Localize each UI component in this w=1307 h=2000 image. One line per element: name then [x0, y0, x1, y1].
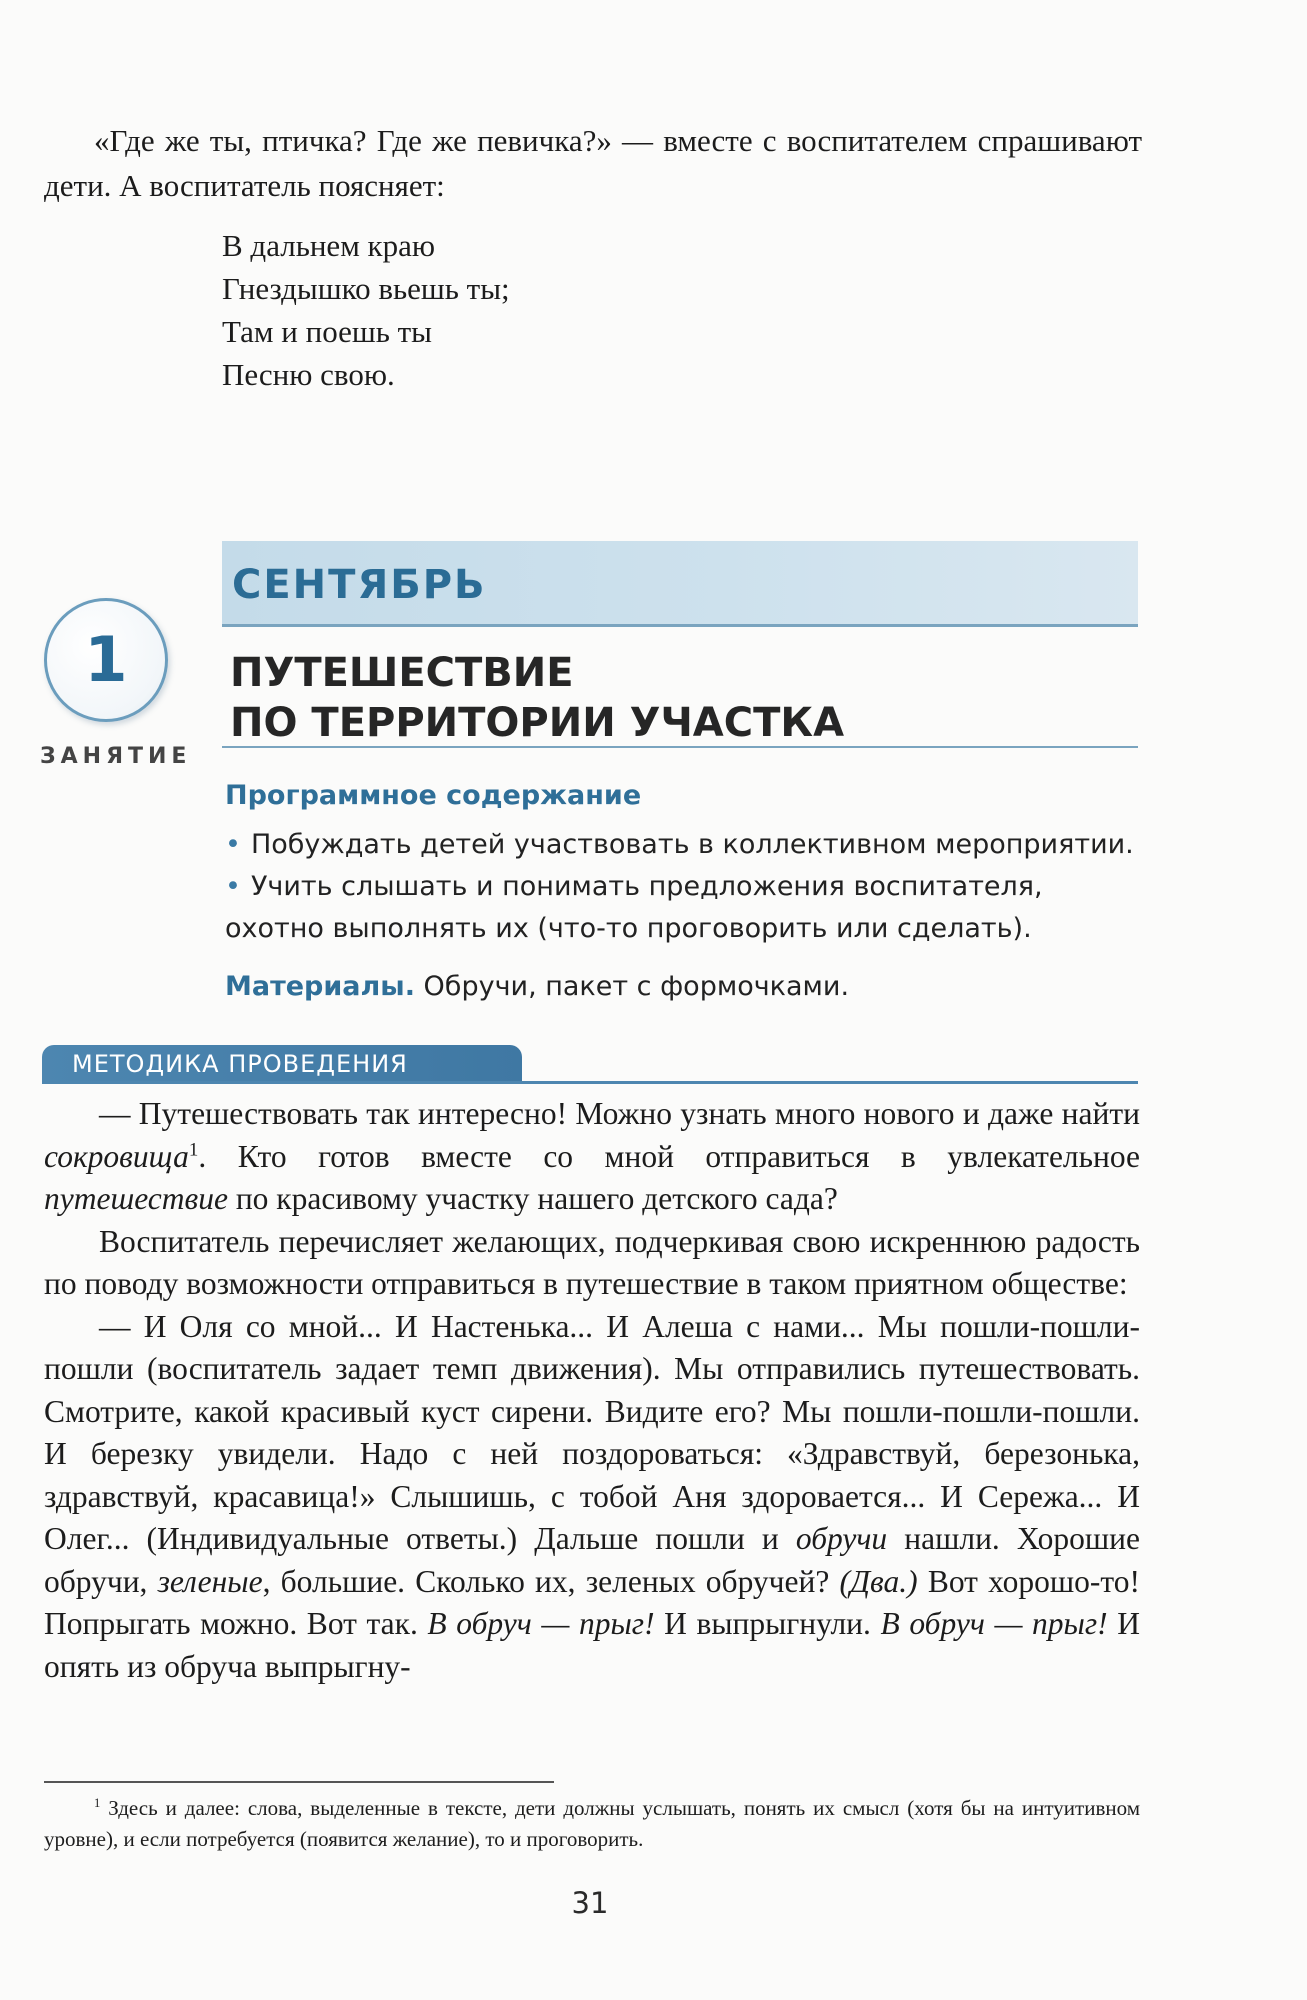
lesson-title-line: ПО ТЕРРИТОРИИ УЧАСТКА: [230, 700, 845, 746]
lesson-number-badge: [44, 598, 168, 722]
footnote-divider: [44, 1781, 554, 1783]
lesson-label: ЗАНЯТИЕ: [40, 744, 192, 769]
program-heading: Программное содержание: [225, 780, 642, 811]
lesson-number: 1: [84, 623, 128, 696]
divider: [222, 624, 1138, 627]
text-run: Вот хорошо-то! Попрыгать можно. Вот так.: [44, 1563, 1141, 1641]
month-title: СЕНТЯБРЬ: [232, 562, 487, 608]
text-run: И опять из обруча выпрыгну-: [44, 1606, 1140, 1684]
paragraph: [44, 1306, 1140, 1689]
italic-run: путешествие: [44, 1181, 228, 1216]
footnote-text: Здесь и далее: слова, выделенные в тексте, дети должны услышать, понять их смысл (хотя бы на интуитивном уровне), и если потребуется (появится желание), то и проговорить.: [44, 1796, 1140, 1851]
poem: [222, 224, 510, 396]
program-content: [225, 778, 1145, 1008]
footnote-mark: 1: [94, 1796, 101, 1810]
lesson-title-line: ПУТЕШЕСТВИЕ: [230, 650, 574, 696]
bullet-icon: •: [225, 829, 241, 860]
footnote: [44, 1793, 1140, 1855]
intro-paragraph: «Где же ты, птичка? Где же певичка?» — вместе с воспитателем спрашивают дети. А воспитатель поясняет:: [44, 123, 1142, 203]
text-run: — И Оля со мной... И Настенька... И Алеша с нами... Мы пошли-пошли-пошли (воспитатель задает темп движения). Мы отправились путешествовать. Смотрите, какой красивый куст сирени. Видите его? Мы пошли-пошли-пошли. И березку увидели. Надо с ней поздороваться: «Здравствуй, березонька, здравствуй, красавица!» Слышишь, с тобой Аня здоровается... И Сережа... И Олег... (Индивидуальные ответы.) Дальше пошли и: [44, 1308, 1140, 1556]
italic-run: сокровища: [44, 1138, 189, 1174]
lesson-title: [230, 648, 844, 748]
method-heading: МЕТОДИКА ПРОВЕДЕНИЯ: [72, 1050, 408, 1078]
text-run: по красивому участку нашего детского сада?: [227, 1181, 838, 1216]
italic-run: В обруч — прыг!: [427, 1606, 655, 1641]
paragraph: [44, 1093, 1140, 1221]
materials-label: Материалы.: [225, 971, 415, 1002]
text-run: И выпрыгнули.: [654, 1606, 881, 1641]
page-number: 31: [571, 1886, 609, 1920]
footnote-marker[interactable]: 1: [188, 1139, 199, 1160]
materials-text: Обручи, пакет с формочками.: [414, 971, 850, 1002]
list-item: [225, 824, 1145, 866]
italic-run: зеленые: [157, 1563, 263, 1599]
materials: [225, 966, 1145, 1008]
list-item-text: Учить слышать и понимать предложения воспитателя, охотно выполнять их (что-то проговорить или сделать).: [225, 871, 1043, 944]
paragraph: Воспитатель перечисляет желающих, подчеркивая свою искреннюю радость по поводу возможности отправиться в путешествие в таком приятном обществе:: [44, 1223, 1140, 1301]
poem-line: Песню свою.: [222, 357, 395, 392]
poem-line: Там и поешь ты: [222, 314, 432, 349]
body-text: [44, 1093, 1140, 1688]
list-item: [225, 866, 1145, 950]
italic-run: (Два.): [839, 1563, 918, 1599]
poem-line: Гнездышко вьешь ты;: [222, 271, 510, 306]
text-run: , большие. Сколько их, зеленых обручей?: [262, 1563, 840, 1599]
text-run: . Кто готов вместе со мной отправиться в увлекательное: [198, 1138, 1140, 1174]
poem-line: В дальнем краю: [222, 228, 436, 263]
italic-run: В обруч — прыг!: [880, 1606, 1108, 1641]
divider: [42, 1081, 1138, 1084]
list-item-text: Побуждать детей участвовать в коллективном мероприятии.: [250, 829, 1134, 860]
italic-run: обручи: [795, 1521, 888, 1556]
divider: [222, 746, 1138, 748]
text-run: нашли. Хорошие обручи,: [44, 1521, 1141, 1599]
text-run: — Путешествовать так интересно! Можно узнать много нового и даже найти: [99, 1096, 1140, 1131]
bullet-icon: •: [225, 871, 241, 902]
